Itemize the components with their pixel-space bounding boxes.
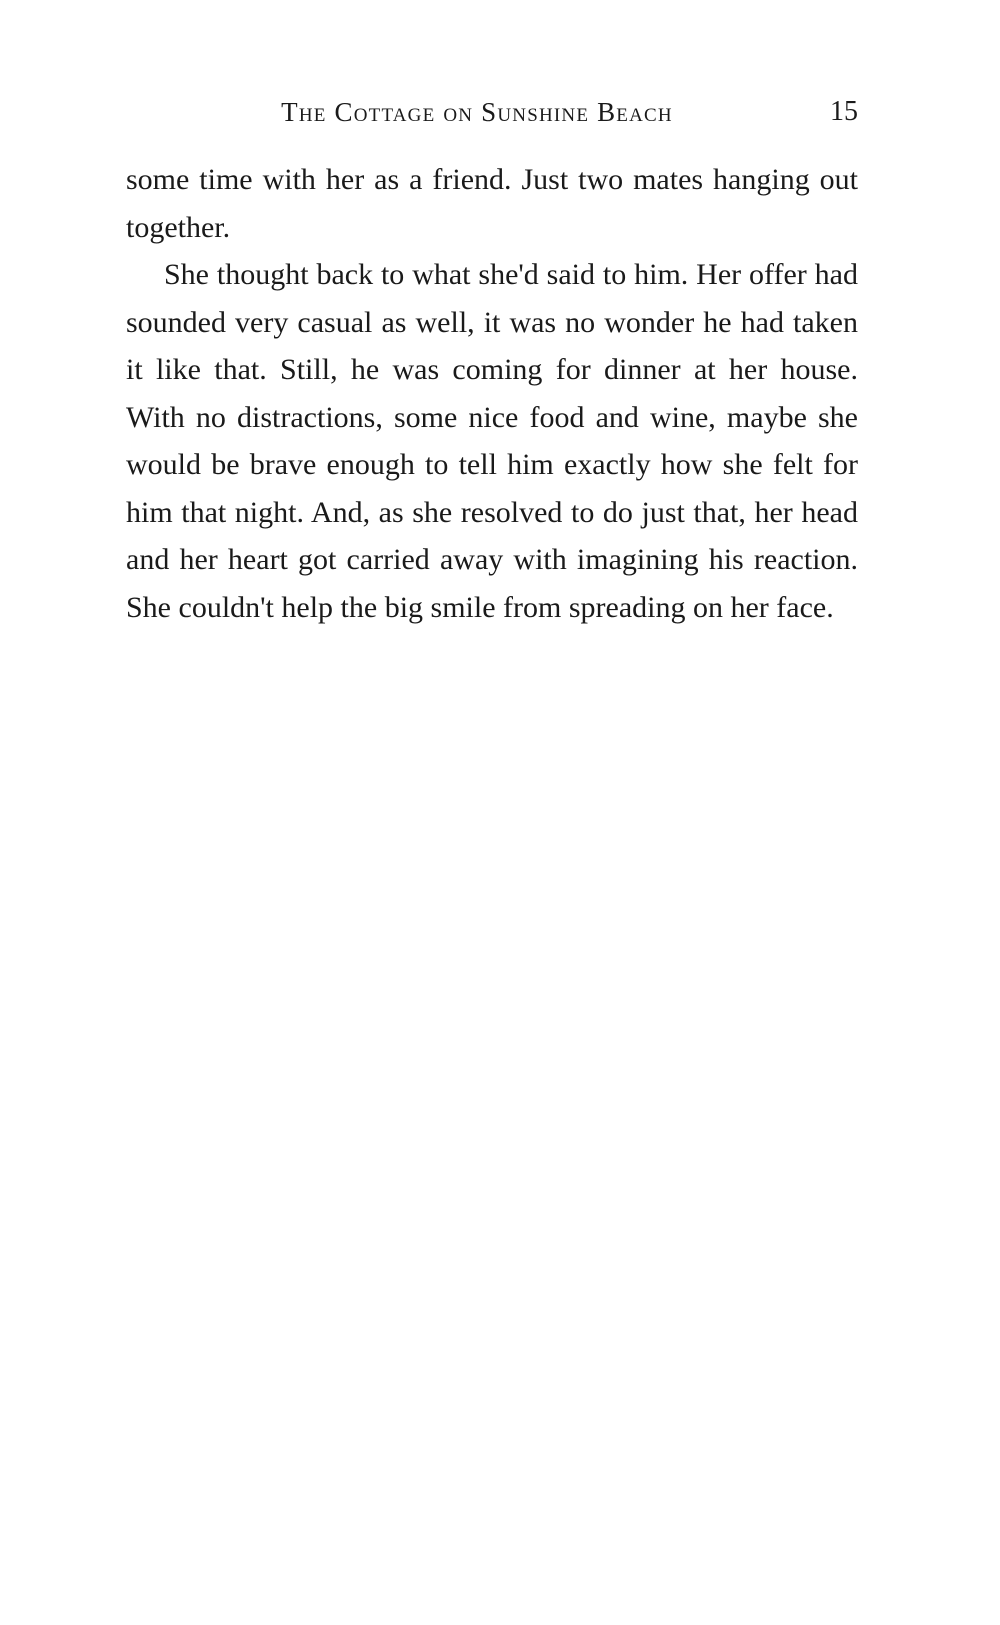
page-number: 15 (830, 96, 858, 127)
paragraph-continuation: some time with her as a friend. Just two mates hanging out together. (126, 163, 858, 244)
running-head (126, 92, 858, 132)
paragraph: She thought back to what she'd said to him. Her offer had sounded very casual as well, it was no wonder he had taken it like that. Still, he was coming for dinner at her house. With no distractions, some nice food and wine, maybe she would be brave enough to tell him exactly how she felt for him that night. And, as she resolved to do just that, her head and her heart got carried away with imagining his reaction. She couldn't help the big smile from spreading on her face. (126, 258, 858, 624)
body-text (126, 156, 858, 631)
running-title: The Cottage on Sunshine Beach (281, 97, 673, 127)
